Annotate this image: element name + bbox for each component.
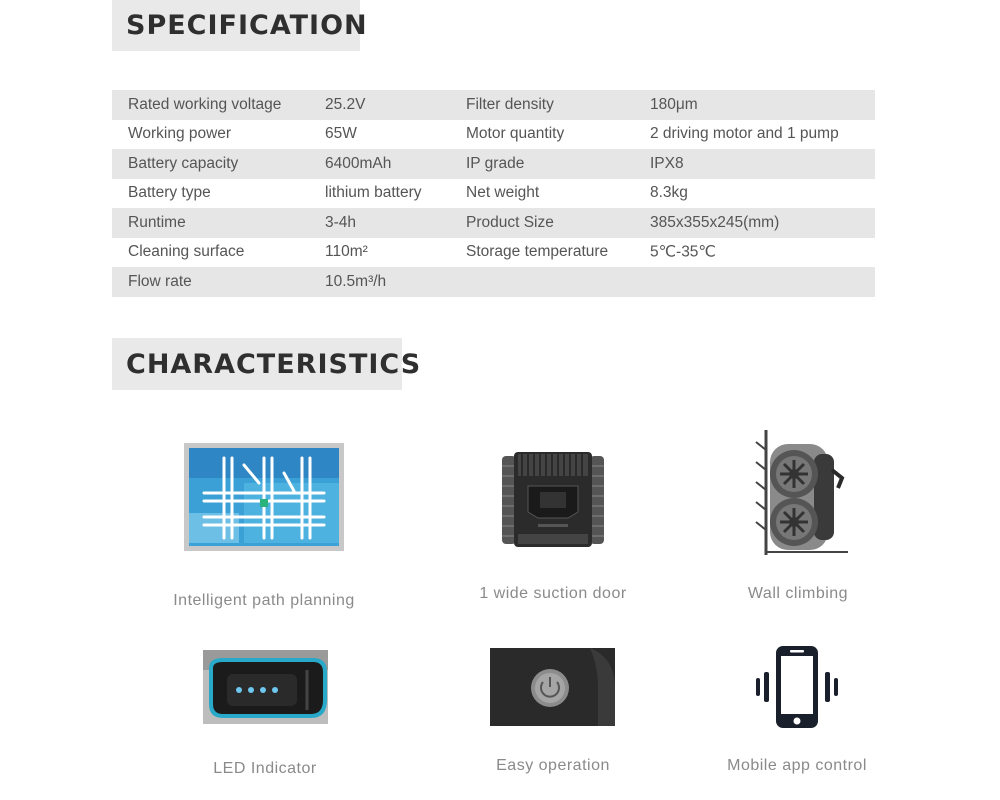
table-row (112, 120, 875, 150)
wall-climbing-icon (748, 430, 848, 555)
feature-label: Mobile app control (727, 757, 867, 774)
spec-value: 110m² (325, 243, 368, 261)
spec-value: 10.5m³/h (325, 272, 387, 290)
spec-value: lithium battery (325, 184, 422, 202)
table-row (112, 179, 875, 209)
spec-value: 385x355x245(mm) (650, 213, 780, 231)
feature-label: LED Indicator (213, 760, 317, 777)
feature-label: 1 wide suction door (479, 585, 627, 602)
feature-label: Easy operation (496, 757, 610, 774)
characteristics-heading-text: CHARACTERISTICS (126, 348, 422, 380)
feature-label: Intelligent path planning (173, 592, 355, 609)
spec-label: Filter density (466, 95, 554, 113)
table-row (112, 267, 875, 297)
table-row (112, 208, 875, 238)
specification-heading-text: SPECIFICATION (126, 10, 368, 41)
spec-label: Working power (128, 125, 232, 143)
spec-value: 65W (325, 125, 357, 143)
spec-label: Battery type (128, 184, 211, 202)
spec-value: 25.2V (325, 95, 366, 113)
suction-door-icon (502, 452, 604, 547)
spec-value: 2 driving motor and 1 pump (650, 125, 839, 143)
spec-label: Flow rate (128, 272, 192, 290)
table-row (112, 238, 875, 268)
power-button-icon (490, 648, 615, 726)
spec-value: 180μm (650, 95, 698, 113)
spec-label: Storage temperature (466, 243, 609, 261)
table-row (112, 90, 875, 120)
spec-label: Product Size (466, 213, 554, 231)
specification-heading (112, 0, 368, 51)
spec-label: Rated working voltage (128, 95, 282, 113)
spec-value: 8.3kg (650, 184, 688, 202)
spec-label: IP grade (466, 154, 525, 172)
characteristics-heading (112, 338, 422, 390)
spec-value: 5℃-35℃ (650, 243, 716, 261)
spec-label: Motor quantity (466, 125, 565, 143)
mobile-phone-icon (754, 644, 840, 730)
table-row (112, 149, 875, 179)
path-planning-icon (184, 443, 344, 551)
spec-label: Net weight (466, 184, 540, 202)
feature-label: Wall climbing (747, 585, 849, 602)
spec-value: 6400mAh (325, 154, 392, 172)
spec-value: IPX8 (650, 154, 684, 172)
spec-label: Runtime (128, 213, 186, 231)
spec-label: Cleaning surface (128, 243, 245, 261)
led-indicator-icon (203, 650, 328, 724)
specification-table (112, 90, 875, 297)
spec-label: Battery capacity (128, 154, 239, 172)
spec-value: 3-4h (325, 213, 357, 231)
